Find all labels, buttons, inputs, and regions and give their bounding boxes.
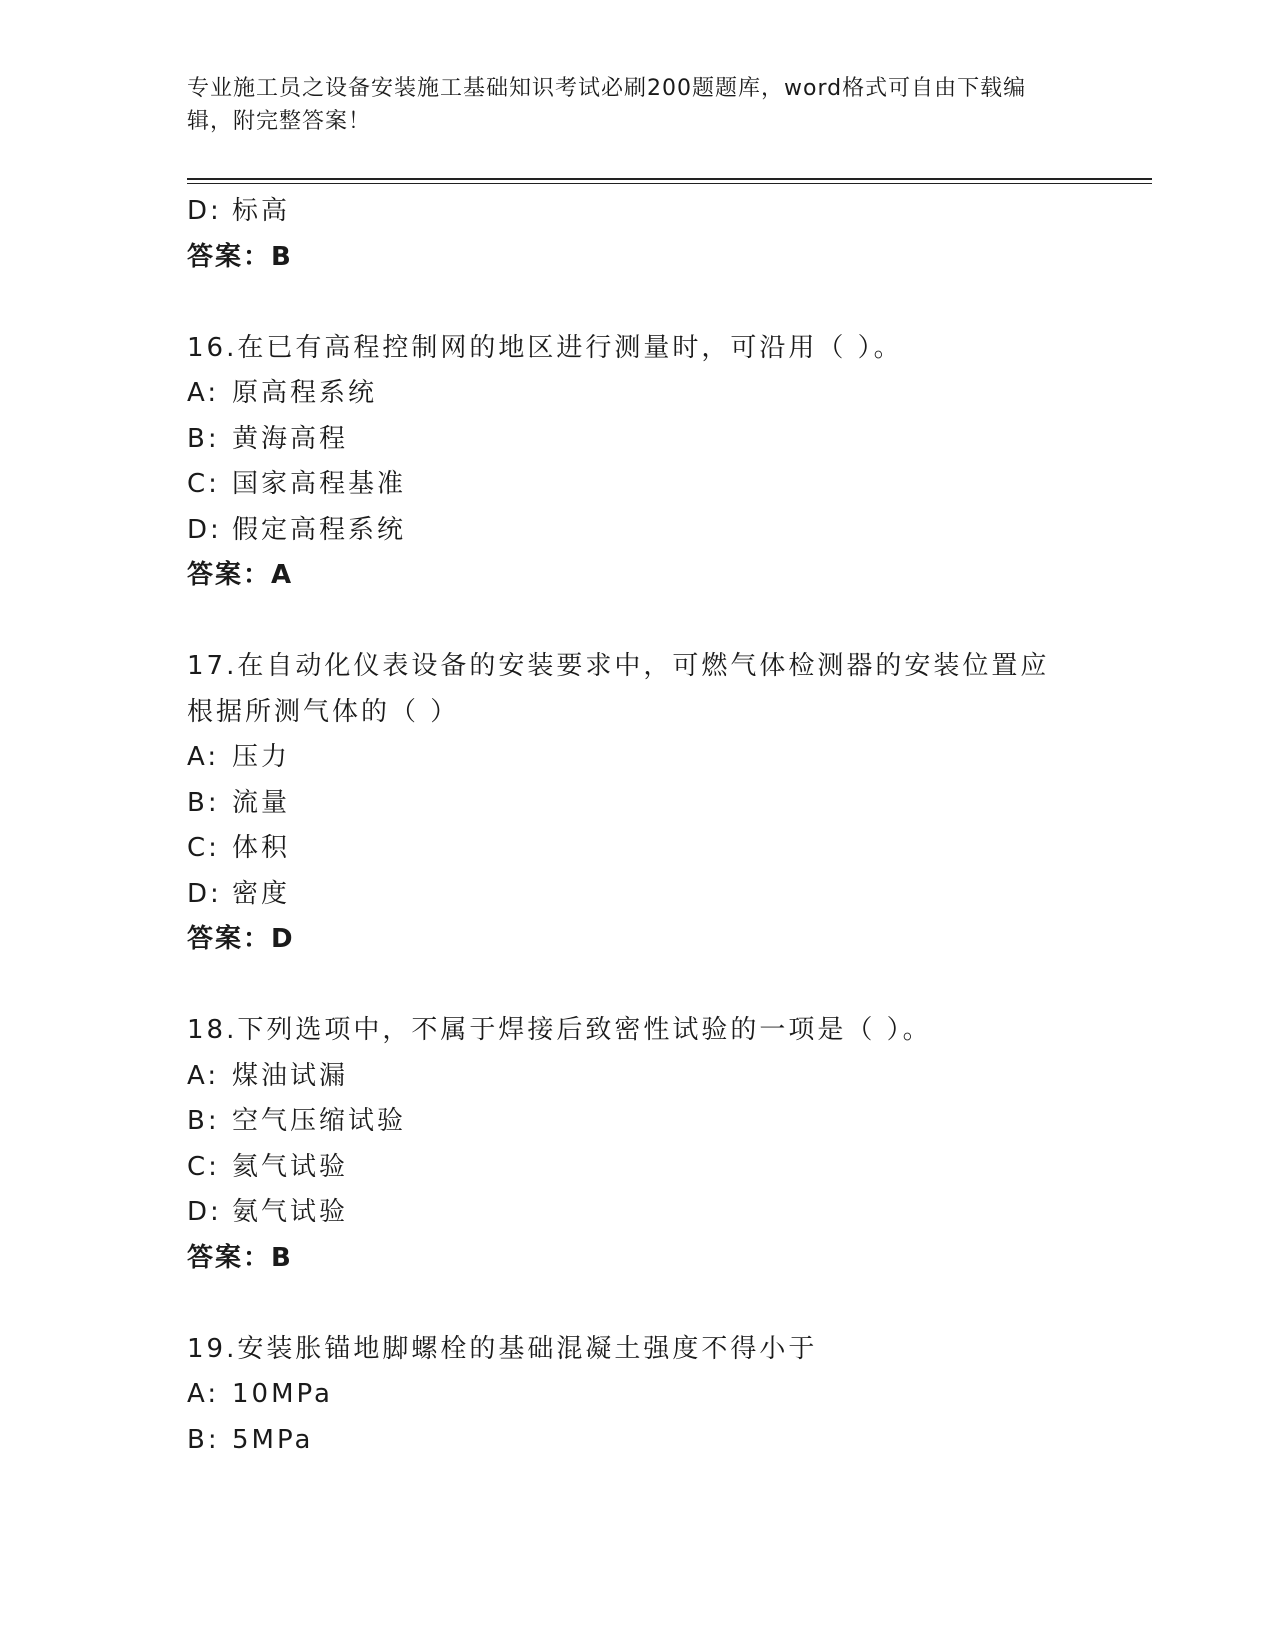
question-stem: 16.在已有高程控制网的地区进行测量时，可沿用（ ）。 xyxy=(187,332,903,363)
option-line xyxy=(187,872,1087,918)
option-label: A: xyxy=(187,742,220,772)
answer-line: 答案：D xyxy=(187,924,295,954)
answer-line: 答案：A xyxy=(187,560,294,590)
option-label: B: xyxy=(187,1424,220,1455)
question-stem: 18.下列选项中，不属于焊接后致密性试验的一项是（ ）。 xyxy=(187,1015,932,1045)
option-text: 10MPa xyxy=(232,1379,333,1409)
option-line xyxy=(187,371,1087,417)
option-label: A: xyxy=(187,378,220,408)
option-label: B: xyxy=(187,1106,220,1136)
question-content xyxy=(187,189,1087,1463)
option-label: D: xyxy=(187,1197,222,1227)
option-label: C: xyxy=(187,469,220,499)
option-line xyxy=(187,1372,1087,1418)
option-label: B: xyxy=(187,423,220,454)
option-line xyxy=(187,781,1087,827)
option-text: 原高程系统 xyxy=(232,378,378,408)
option-line xyxy=(187,735,1087,781)
option-label: D: xyxy=(187,878,222,909)
option-label: C: xyxy=(187,833,220,863)
option-line xyxy=(187,1190,1087,1236)
document-header: 专业施工员之设备安装施工基础知识考试必刷200题题库，word格式可自由下载编辑，附完整答案！ xyxy=(187,76,1027,134)
option-text: 氦气试验 xyxy=(232,1151,349,1182)
option-text: 假定高程系统 xyxy=(232,514,407,545)
option-text: 流量 xyxy=(232,787,291,818)
question-stem: 17.在自动化仪表设备的安装要求中，可燃气体检测器的安装位置应根据所测气体的（ ） xyxy=(187,651,1050,727)
option-text: 国家高程基准 xyxy=(232,469,407,499)
option-label: D: xyxy=(187,196,222,226)
option-text: 标高 xyxy=(232,196,291,226)
option-line xyxy=(187,1145,1087,1191)
option-line xyxy=(187,1099,1087,1145)
option-line xyxy=(187,417,1087,463)
header-rule-thick xyxy=(187,178,1152,180)
spacer xyxy=(187,963,1087,1009)
option-text: 黄海高程 xyxy=(232,423,349,454)
header-rule-thin xyxy=(187,183,1152,184)
question-block xyxy=(187,644,1087,963)
option-label: D: xyxy=(187,514,222,545)
option-text: 体积 xyxy=(232,833,291,863)
option-label: C: xyxy=(187,1151,220,1182)
question-block xyxy=(187,1327,1087,1464)
option-line xyxy=(187,508,1087,554)
option-text: 5MPa xyxy=(232,1424,314,1455)
spacer xyxy=(187,1281,1087,1327)
option-text: 氨气试验 xyxy=(232,1197,349,1227)
option-line xyxy=(187,462,1087,508)
answer-line: 答案：B xyxy=(187,1242,293,1273)
option-text: 煤油试漏 xyxy=(232,1060,349,1091)
spacer xyxy=(187,599,1087,645)
option-line xyxy=(187,189,1087,235)
option-line xyxy=(187,826,1087,872)
question-stem: 19.安装胀锚地脚螺栓的基础混凝土强度不得小于 xyxy=(187,1333,818,1364)
option-text: 密度 xyxy=(232,878,291,909)
question-block xyxy=(187,326,1087,599)
answer-line: 答案：B xyxy=(187,241,293,272)
spacer xyxy=(187,280,1087,326)
option-label: A: xyxy=(187,1060,220,1091)
option-text: 压力 xyxy=(232,742,291,772)
option-text: 空气压缩试验 xyxy=(232,1106,407,1136)
option-label: A: xyxy=(187,1379,220,1409)
question-block xyxy=(187,1008,1087,1281)
option-line xyxy=(187,1054,1087,1100)
option-line xyxy=(187,1418,1087,1464)
option-label: B: xyxy=(187,787,220,818)
